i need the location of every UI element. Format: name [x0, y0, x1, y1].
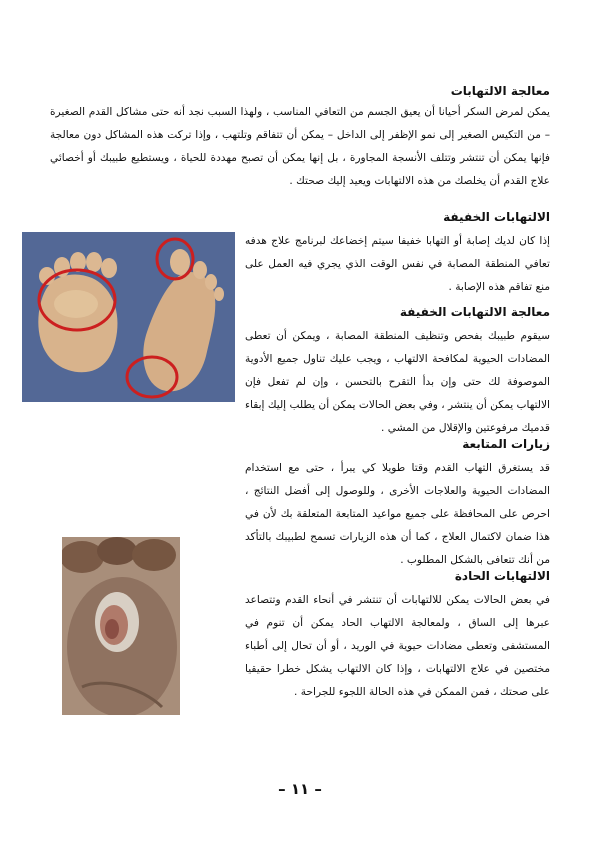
heading-mild-infection-treatment: معالجة الالتهابات الخفيفة	[399, 305, 550, 319]
paragraph-mild-infection-treatment: سيقوم طبيبك بفحص وتنظيف المنطقة المصابة ، ويمكن أن تعطى المضادات الحيوية لمكافحة الالتهاب ، ويجب عليك تناول جميع الأدوية الموصوفة لك حتى وإن بدأ التقرح بالتحسن ، وإن لم تفعل فإن الالتهاب يمكن أن ينتشر ، وفي بعض الحالات يمكن أن يطلب إليك إبقاء قدميك مرفوعتين والإقلال من المشي .	[245, 330, 550, 434]
paragraph-mild-infections: إذا كان لديك إصابة أو التهابا خفيفا سيتم إخضاعك لبرنامج علاج هدفه تعافي المنطقة المصابة في نفس الوقت الذي يجري فيه العمل على منع تفاقم هذه الإصابة .	[245, 235, 550, 293]
page-number: – ١١ –	[278, 780, 322, 798]
paragraph-follow-up-visits: قد يستغرق التهاب القدم وقتا طويلا كي يبرأ ، حتى مع استخدام المضادات الحيوية والعلاجات الأخرى ، وللوصول إلى أفضل النتائج ، احرص على المحافظة على جميع مواعيد المتابعة المتعلقة بك لأن في هذا ضمان لاكتمال العلاج ، كما أن هذه الزيارات تسمح لطبيبك بالتأكد من أنك تتعافى بالشكل المطلوب .	[245, 462, 550, 566]
paragraph-infection-treatment: يمكن لمرض السكر أحيانا أن يعيق الجسم من التعافي المناسب ، ولهذا السبب نجد أنه حتى مشاكل القدم الصغيرة – من التكيس الصغير إلى نمو الإظفر إلى الداخل – يمكن أن تتفاقم وتلتهب ، وإذا تركت هذه المشاكل دون معالجة فإنها يمكن أن تنتشر وتتلف الأنسجة المجاورة ، بل إنها يمكن أن تصبح مهددة للحياة ، ويستطيع طبيبك أو أخصائي علاج القدم أن يخلصك من هذه الالتهابات ويعيد إليك صحتك .	[50, 106, 550, 187]
heading-follow-up-visits: زيارات المتابعة	[462, 437, 550, 451]
feet-soles-photo	[22, 232, 235, 402]
paragraph-acute-infections: في بعض الحالات يمكن للالتهابات أن تنتشر في أنحاء القدم وتتصاعد عبرها إلى الساق ، ولمعالجة الالتهاب الحاد يمكن أن تنوم في المستشفى وتعطى مضادات حيوية في الوريد ، أو أن تحال إلى أطباء مختصين في علاج الالتهابات ، وإذا كان الالتهاب يشكل خطرا حقيقيا على صحتك ، فمن الممكن في هذه الحالة اللجوء للجراحة .	[245, 594, 550, 698]
heading-acute-infections: الالتهابات الحادة	[454, 569, 550, 583]
heading-mild-infections: الالتهابات الخفيفة	[443, 210, 550, 224]
heading-infection-treatment: معالجة الالتهابات	[450, 84, 550, 98]
foot-ulcer-photo	[62, 537, 180, 715]
